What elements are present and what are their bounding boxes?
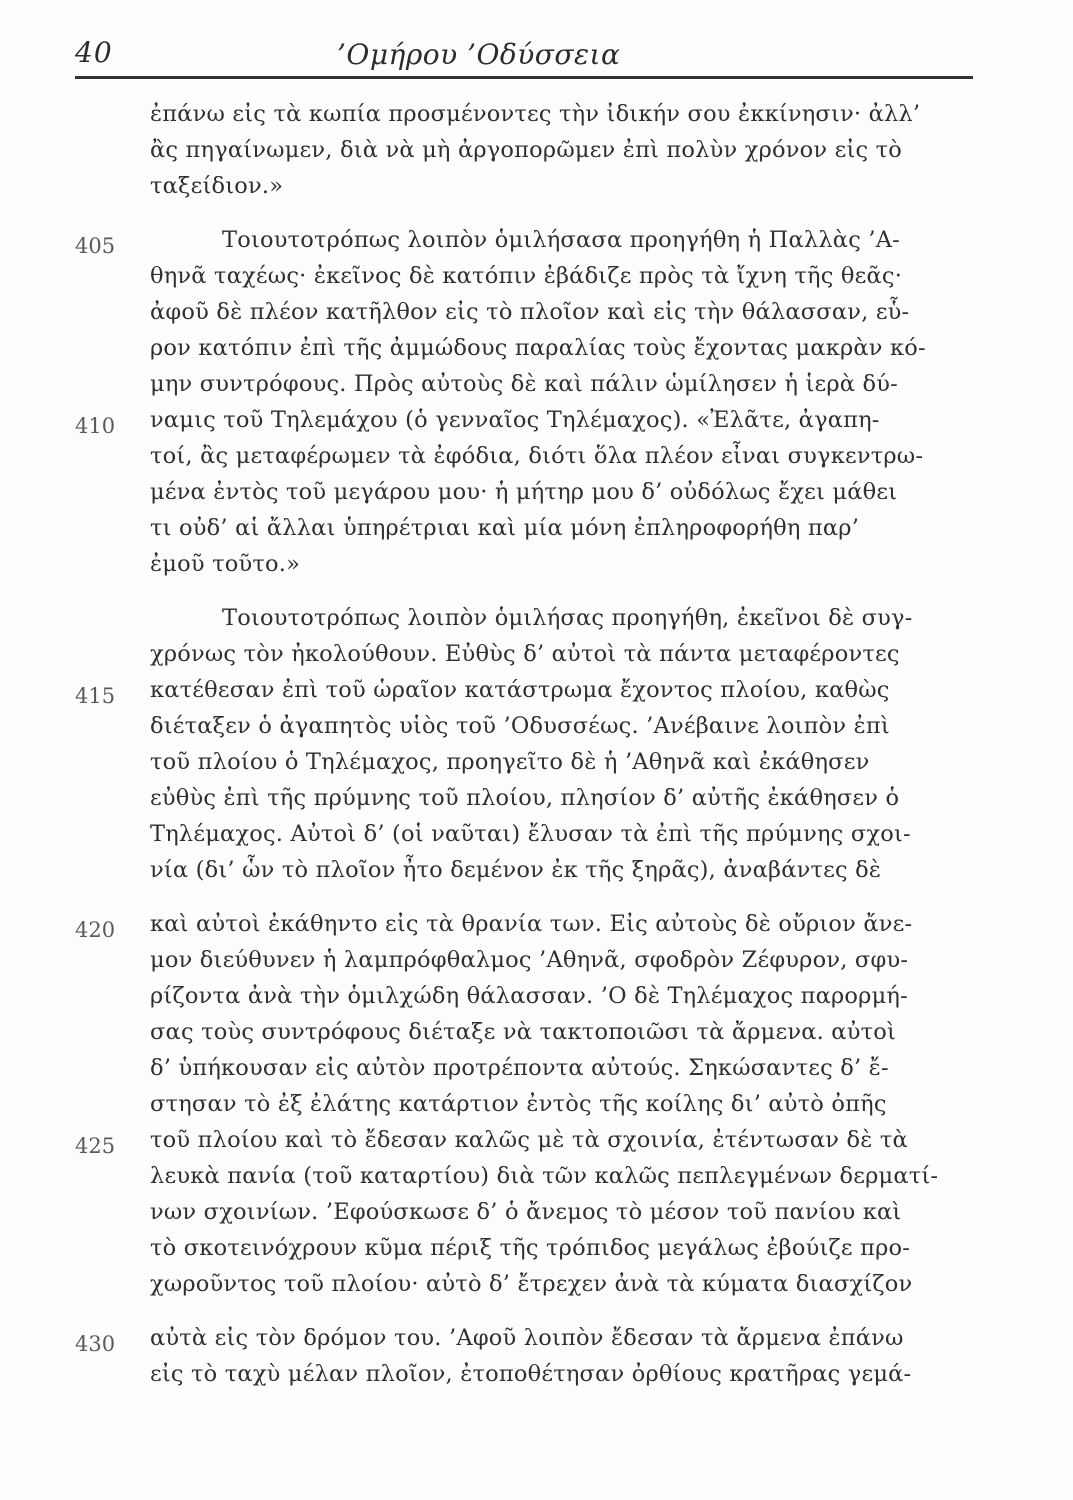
- line-number: 425: [75, 1134, 116, 1158]
- text-line: τοί, ἂς μεταφέρωμεν τὰ ἐφόδια, διότι ὅλα πλέον εἶναι συγκεντρω-: [150, 443, 924, 469]
- text-line: εὐθὺς ἐπὶ τῆς πρύμνης τοῦ πλοίου, πλησίον δ’ αὐτῆς ἐκάθησεν ὁ: [150, 785, 900, 811]
- text-line: ναμις τοῦ Τηλεμάχου (ὁ γενναῖος Τηλέμαχος). «Ἐλᾶτε, ἀγαπη-: [150, 407, 880, 433]
- text-line: μον διεύθυνεν ἡ λαμπρόφθαλμος ’Αθηνᾶ, σφοδρὸν Ζέφυρον, σφυ-: [150, 947, 909, 973]
- line-number: 420: [75, 918, 116, 942]
- text-line: μένα ἐντὸς τοῦ μεγάρου μου· ἡ μήτηρ μου δ’ οὐδόλως ἔχει μάθει: [150, 479, 898, 505]
- text-line: ρίζοντα ἀνὰ τὴν ὁμιλχώδη θάλασσαν. ’Ο δὲ Τηλέμαχος παρορμή-: [150, 983, 908, 1009]
- text-line: εἰς τὸ ταχὺ μέλαν πλοῖον, ἐτοποθέτησαν ὀρθίους κρατῆρας γεμά-: [150, 1361, 912, 1387]
- line-number: 410: [75, 414, 116, 438]
- text-line: χρόνως τὸν ἠκολούθουν. Εὐθὺς δ’ αὐτοὶ τὰ πάντα μεταφέροντες: [150, 641, 900, 667]
- text-line: τοῦ πλοίου ὁ Τηλέμαχος, προηγεῖτο δὲ ἡ ’Αθηνᾶ καὶ ἐκάθησεν: [150, 749, 870, 775]
- text-line: τοῦ πλοίου καὶ τὸ ἔδεσαν καλῶς μὲ τὰ σχοινία, ἐτέντωσαν δὲ τὰ: [150, 1127, 908, 1153]
- text-line: Τοιουτοτρόπως λοιπὸν ὁμιλήσας προηγήθη, ἐκεῖνοι δὲ συγ-: [222, 605, 913, 631]
- text-line: λευκὰ πανία (τοῦ καταρτίου) διὰ τῶν καλῶς πεπλεγμένων δερματί-: [150, 1163, 939, 1189]
- text-line: στησαν τὸ ἐξ ἐλάτης κατάρτιον ἐντὸς τῆς κοίλης δι’ αὐτὸ ὀπῆς: [150, 1091, 887, 1117]
- text-line: νία (δι’ ὧν τὸ πλοῖον ἦτο δεμένον ἐκ τῆς ξηρᾶς), ἀναβάντες δὲ: [150, 857, 882, 883]
- text-line: καὶ αὐτοὶ ἐκάθηντο εἰς τὰ θρανία των. Εἰς αὐτοὺς δὲ οὔριον ἄνε-: [150, 911, 913, 937]
- text-line: Τηλέμαχος. Αὐτοὶ δ’ (οἱ ναῦται) ἔλυσαν τὰ ἐπὶ τῆς πρύμνης σχοι-: [150, 821, 911, 847]
- text-line: ἐμοῦ τοῦτο.»: [150, 551, 301, 577]
- text-line: μην συντρόφους. Πρὸς αὐτοὺς δὲ καὶ πάλιν ὡμίλησεν ἡ ἱερὰ δύ-: [150, 371, 898, 397]
- page-header: [75, 36, 970, 76]
- text-line: σας τοὺς συντρόφους διέταξε νὰ τακτοποιῶσι τὰ ἄρμενα. αὐτοὶ: [150, 1019, 896, 1045]
- text-line: νων σχοινίων. ’Εφούσκωσε δ’ ὁ ἄνεμος τὸ μέσον τοῦ πανίου καὶ: [150, 1199, 902, 1225]
- line-number: 405: [75, 234, 116, 258]
- text-line: ἐπάνω εἰς τὰ κωπία προσμένοντες τὴν ἰδικήν σου ἐκκίνησιν· ἀλλ’: [150, 101, 921, 127]
- line-number: 430: [75, 1332, 116, 1356]
- text-line: δ’ ὑπήκουσαν εἰς αὐτὸν προτρέποντα αὐτούς. Σηκώσαντες δ’ ἔ-: [150, 1055, 889, 1081]
- text-line: τὸ σκοτεινόχρουν κῦμα πέριξ τῆς τρόπιδος μεγάλως ἐβούιζε προ-: [150, 1235, 911, 1261]
- header-rule: [75, 76, 973, 79]
- text-line: αὐτὰ εἰς τὸν δρόμον του. ’Αφοῦ λοιπὸν ἔδεσαν τὰ ἄρμενα ἐπάνω: [150, 1325, 904, 1351]
- text-line: διέταξεν ὁ ἀγαπητὸς υἱὸς τοῦ ’Οδυσσέως. ’Ανέβαινε λοιπὸν ἐπὶ: [150, 713, 890, 739]
- text-line: ταξείδιον.»: [150, 173, 284, 199]
- text-line: τι οὐδ’ αἱ ἄλλαι ὑπηρέτριαι καὶ μία μόνη ἐπληροφορήθη παρ’: [150, 515, 860, 541]
- running-title: ’Ομήρου ’Οδύσσεια: [337, 38, 621, 71]
- page-number: 40: [75, 36, 113, 69]
- text-line: χωροῦντος τοῦ πλοίου· αὐτὸ δ’ ἔτρεχεν ἀνὰ τὰ κύματα διασχίζον: [150, 1271, 913, 1297]
- text-line: θηνᾶ ταχέως· ἐκεῖνος δὲ κατόπιν ἐβάδιζε πρὸς τὰ ἴχνη τῆς θεᾶς·: [150, 263, 903, 289]
- text-line: ἀφοῦ δὲ πλέον κατῆλθον εἰς τὸ πλοῖον καὶ εἰς τὴν θάλασσαν, εὗ-: [150, 299, 910, 325]
- text-line: Τοιουτοτρόπως λοιπὸν ὁμιλήσασα προηγήθη ἡ Παλλὰς ’Α-: [222, 227, 900, 253]
- text-line: ρον κατόπιν ἐπὶ τῆς ἀμμώδους παραλίας τοὺς ἔχοντας μακρὰν κό-: [150, 335, 926, 361]
- text-line: κατέθεσαν ἐπὶ τοῦ ὡραῖον κατάστρωμα ἔχοντος πλοίου, καθὼς: [150, 677, 890, 703]
- text-line: ἂς πηγαίνωμεν, διὰ νὰ μὴ ἀργοπορῶμεν ἐπὶ πολὺν χρόνον εἰς τὸ: [150, 137, 903, 163]
- line-number: 415: [75, 684, 116, 708]
